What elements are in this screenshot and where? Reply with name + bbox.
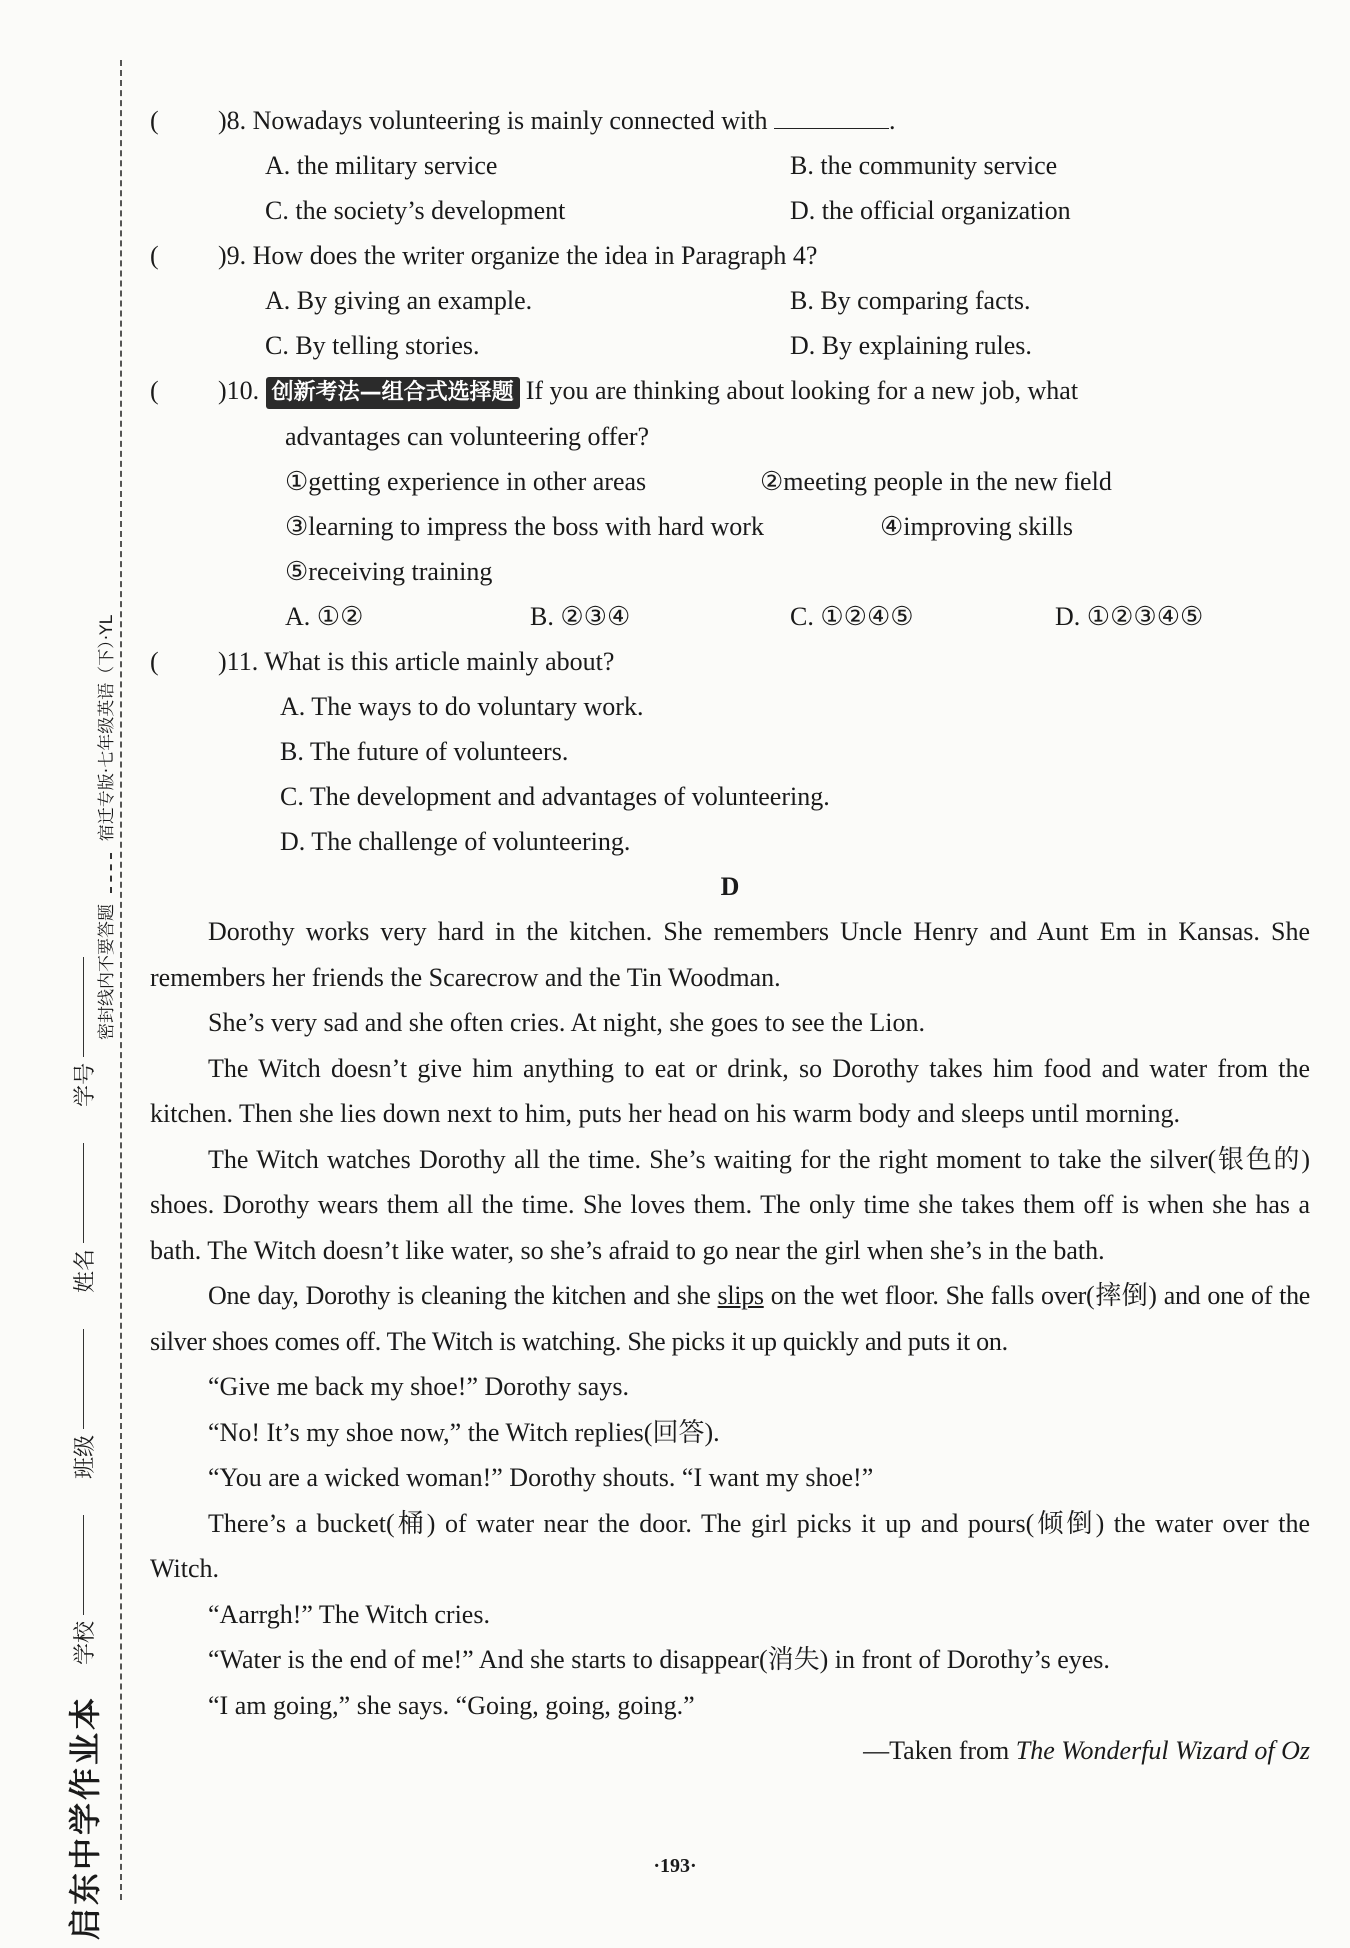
option-c[interactable]: C. the society’s development [265,196,566,225]
answer-paren[interactable]: ( [150,106,159,135]
option-a[interactable]: A. the military service [265,151,498,180]
question-10 [150,368,1310,414]
seal-note: 密封线内不要答题 [97,904,117,1040]
question-10-text [218,368,1078,414]
paragraph-text: on the wet floor. She falls over(摔倒) and one of the silver shoes comes off. The Witch is watching. She picks it up quickly and puts it on. [150,1281,1311,1356]
option-c[interactable]: C. ①②④⑤ [790,602,914,631]
passage-paragraph: “You are a wicked woman!” Dorothy shouts. “I want my shoe!” [208,1463,874,1492]
passage-paragraph: “Aarrgh!” The Witch cries. [208,1599,490,1629]
passage-source [150,1728,1310,1773]
school-label: 学校 [72,1620,98,1665]
option-a[interactable]: A. The ways to do voluntary work. [280,692,644,721]
option-b[interactable]: B. By comparing facts. [790,286,1031,315]
answer-paren[interactable]: ( [150,647,159,676]
passage-paragraph: The Witch doesn’t give him anything to eat or drink, so Dorothy takes him food and water from the kitchen. Then she lies down next to him, puts her head on his warm body and sleeps until morning. [150,1053,1310,1128]
name-label: 姓名 [72,1248,98,1293]
class-blank[interactable] [83,1329,84,1429]
options-row [150,774,1310,819]
item-3: ③learning to impress the boss with hard work [285,512,764,541]
seal-note-group [92,615,117,1040]
item-4: ④improving skills [880,512,1074,541]
passage-paragraph: She’s very sad and she often cries. At night, she goes to see the Lion. [208,1008,926,1037]
question-11 [150,639,1310,684]
options-row [150,729,1310,774]
seal-line [120,60,122,1900]
options-row [150,819,1310,864]
answer-paren[interactable]: ( [150,376,159,405]
question-8-text [218,98,895,143]
school-blank[interactable] [83,1515,84,1615]
passage-paragraph: “Water is the end of me!” And she starts to disappear(消失) in front of Dorothy’s eyes. [208,1645,1110,1674]
name-blank[interactable] [83,1143,84,1243]
options-row [150,684,1310,729]
seal-dashes [110,853,112,893]
option-d[interactable]: D. By explaining rules. [790,331,1032,360]
option-d[interactable]: D. the official organization [790,196,1071,225]
passage-paragraph: The Witch watches Dorothy all the time. She’s waiting for the right moment to take the silver(银色的) shoes. Dorothy wears them all the time. She loves them. The only time she takes them off is when she has a bath. The Witch doesn’t like water, so she’s afraid to go near the girl when she’s in the bath. [150,1144,1310,1265]
option-c[interactable]: C. By telling stories. [265,331,480,360]
option-a[interactable]: A. ①② [285,602,364,631]
passage-paragraph: “Give me back my shoe!” Dorothy says. [208,1372,629,1401]
options-row [150,188,1310,233]
question-8 [150,98,1310,143]
question-8-stem: )8. Nowadays volunteering is mainly connected with [218,106,768,135]
passage-paragraph [150,1273,1310,1364]
class-label: 班级 [72,1434,98,1479]
items-row [150,504,1310,549]
question-10-number: )10. [218,376,260,405]
question-9 [150,233,1310,278]
answer-blank[interactable] [774,98,889,129]
item-2: ②meeting people in the new field [760,467,1112,496]
passage-title: D [720,872,740,901]
option-b[interactable]: B. The future of volunteers. [280,737,569,766]
binding-margin [0,0,130,1948]
option-b[interactable]: B. ②③④ [530,602,631,631]
question-11-text: )11. What is this article mainly about? [218,647,615,676]
underlined-word: slips [717,1281,764,1310]
question-10-stem-line2: advantages can volunteering offer? [285,422,650,451]
page-content [150,98,1310,1773]
item-5: ⑤receiving training [285,557,493,586]
items-row [150,549,1310,594]
passage-paragraph: “No! It’s my shoe now,” the Witch replies(回答). [208,1417,720,1447]
question-8-period: . [888,106,896,135]
brand-title: 启东中学作业本 [66,1694,104,1940]
question-type-badge: 创新考法—组合式选择题 [266,377,520,409]
option-b[interactable]: B. the community service [790,151,1058,180]
page-number: ·193· [653,1855,697,1877]
source-prefix: —Taken from [863,1736,1016,1765]
options-row [150,278,1310,323]
passage-paragraph: Dorothy works very hard in the kitchen. She remembers Uncle Henry and Aunt Em in Kansas. She remembers her friends the Scarecrow and the Tin Woodman. [150,917,1310,992]
number-blank[interactable] [83,957,84,1057]
series-label: 宿迁专版·七年级英语（下）·YL [97,615,117,842]
paragraph-text: One day, Dorothy is cleaning the kitchen and she [208,1281,718,1310]
question-10-stem: If you are thinking about looking for a new job, what [525,376,1079,405]
item-1: ①getting experience in other areas [285,467,647,496]
passage-paragraph: “I am going,” she says. “Going, going, going.” [208,1690,695,1720]
items-row [150,459,1310,504]
option-d[interactable]: D. The challenge of volunteering. [280,827,631,856]
passage-paragraph: There’s a bucket(桶) of water near the door. The girl picks it up and pours(倾倒) the water over the Witch. [150,1508,1310,1583]
options-row [150,594,1310,639]
options-row [150,143,1310,188]
question-9-text: )9. How does the writer organize the idea in Paragraph 4? [218,241,818,270]
option-a[interactable]: A. By giving an example. [265,286,533,315]
options-row [150,323,1310,368]
source-title: The Wonderful Wizard of Oz [1015,1736,1310,1765]
margin-vertical-text [60,921,106,1940]
option-d[interactable]: D. ①②③④⑤ [1055,602,1204,631]
answer-paren[interactable]: ( [150,241,159,270]
question-10-continued [150,414,1310,459]
number-label: 学号 [72,1062,98,1107]
option-c[interactable]: C. The development and advantages of volunteering. [280,782,830,811]
